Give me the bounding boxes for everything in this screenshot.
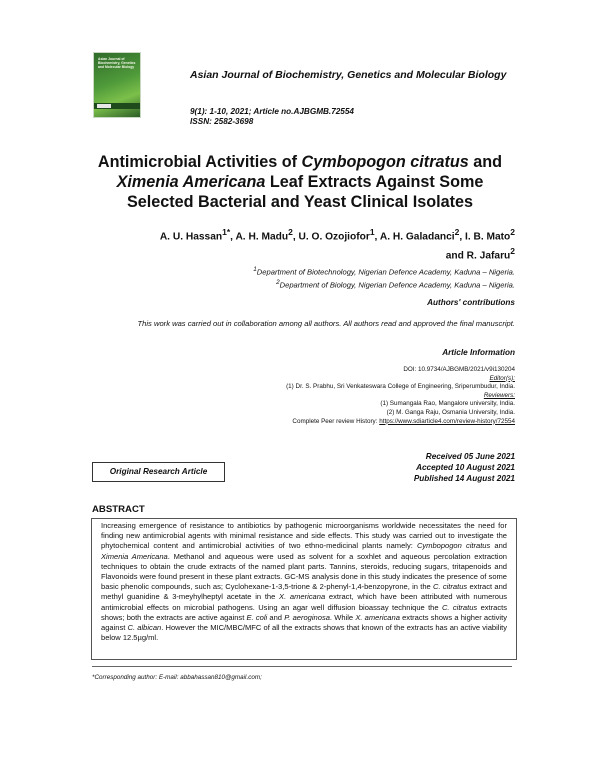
author: R. Jafaru — [466, 250, 511, 262]
author-list — [100, 225, 515, 264]
affiliation-2: $^2$Department of Biology, Nigerian Defence Academy, Kaduna – Nigeria. — [276, 278, 515, 290]
issue-line: 9(1): 1-10, 2021; Article no.AJBGMB.72554 — [190, 107, 354, 116]
author-line-1: A. U. Hassan$^{1*}$, A. H. Madu$^2$, U. O. Ozojiofor$^1$, A. H. Galadanci$^2$, I. B. Mato$^2$ — [159, 227, 515, 243]
title-line-1: Antimicrobial Activities of Cymbopogon citratus and — [97, 153, 503, 171]
journal-title: Asian Journal of Biochemistry, Genetics and Molecular Biology — [190, 69, 507, 81]
author: A. U. Hassan — [159, 231, 223, 243]
reviewer-1: (1) Sumangala Rao, Mangalore university, India. — [380, 400, 515, 408]
article-info-heading: Article Information — [442, 348, 515, 357]
abstract-heading: ABSTRACT — [92, 504, 145, 515]
date-published: Published 14 August 2021 — [413, 474, 515, 483]
paper-title — [60, 152, 540, 212]
publication-dates — [300, 451, 515, 484]
date-received: Received 05 June 2021 — [425, 452, 515, 461]
abstract-box: Increasing emergence of resistance to antibiotics by pathogenic microorganisms worldwide necessitates the need for finding new antimicrobial agents with minimal resistance and side effects. This study was carried out to investigate the phytochemical content and antimicrobial activities of two ethno-medicinal plants namely: Cymbopogon citratus and Ximenia Americana. Methanol and aqueous were used as solvent for a soxhlet and aqueous percolation extraction techniques to obtain the crude extracts of the named plant parts. Tannins, steroids, reducing sugars, tritapenoids and Flavonoids were found present in these plant extracts. GC-MS analysis done in this study indicates the presence of some basic phenolic compounds, such as; Cyclohexane-1-3,5-trione & 2-phenyl-1,4-benzopyrone, in the C. citratus extract and methyl guanidine & 3-meyhylheptyl acetate in the X. americana extract, which have been attributed with numerous antimicrobial effects on microbial pathogens. Using an agar well diffusion bioassay technique the C. citratus extracts shows; both the extracts are active against E. coli and P. aeroginosa. While X. americana extracts shows a higher activity against C. albican. However the MIC/MBC/MFC of all the extracts shows that known of the extracts has an active viability below 12.5µg/ml. — [91, 518, 517, 660]
peer-review-link[interactable]: https://www.sdiarticle4.com/review-history/72554 — [379, 417, 515, 425]
affiliation-1: $^1$Department of Biotechnology, Nigerian Defence Academy, Kaduna – Nigeria. — [253, 266, 515, 277]
editor-label: Editor(s): — [489, 374, 515, 382]
journal-cover-thumbnail — [93, 52, 141, 118]
issue-info — [190, 107, 520, 127]
affiliations — [100, 265, 515, 290]
article-info — [100, 366, 515, 426]
date-accepted: Accepted 10 August 2021 — [416, 463, 515, 472]
author: I. B. Mato — [464, 231, 511, 243]
reviewer-2: (2) M. Ganga Raju, Osmania University, India. — [386, 408, 515, 416]
title-line-2: Ximenia Americana Leaf Extracts Against Some — [116, 173, 484, 191]
corresponding-author-footnote: *Corresponding author: E-mail: abbahassan810@gmail.com; — [92, 674, 262, 681]
peer-review-history: Complete Peer review History: https://www.sdiarticle4.com/review-history/72554 — [292, 417, 515, 425]
reviewers-label: Reviewers: — [483, 391, 515, 399]
author: A. H. Galadanci — [379, 231, 455, 243]
article-type-badge: Original Research Article — [92, 462, 225, 482]
cover-badge — [97, 104, 111, 108]
issn: ISSN: 2582-3698 — [190, 117, 254, 126]
title-line-3: Selected Bacterial and Yeast Clinical Isolates — [126, 193, 474, 211]
contributions-heading: Authors' contributions — [427, 298, 515, 307]
author: A. H. Madu — [235, 231, 289, 243]
author: U. O. Ozojiofor — [298, 231, 370, 243]
author-line-2: and R. Jafaru$^2$ — [445, 246, 515, 262]
doi: DOI: 10.9734/AJBGMB/2021/v9i130204 — [403, 366, 515, 373]
contributions-text: This work was carried out in collaboration among all authors. All authors read and approved the final manuscript. — [137, 319, 515, 328]
footnote-divider — [92, 666, 512, 667]
cover-title: Asian Journal of Biochemistry, Genetics and Molecular Biology — [98, 57, 136, 69]
editor-1: (1) Dr. S. Prabhu, Sri Venkateswara College of Engineering, Sriperumbudur, India. — [286, 383, 515, 391]
